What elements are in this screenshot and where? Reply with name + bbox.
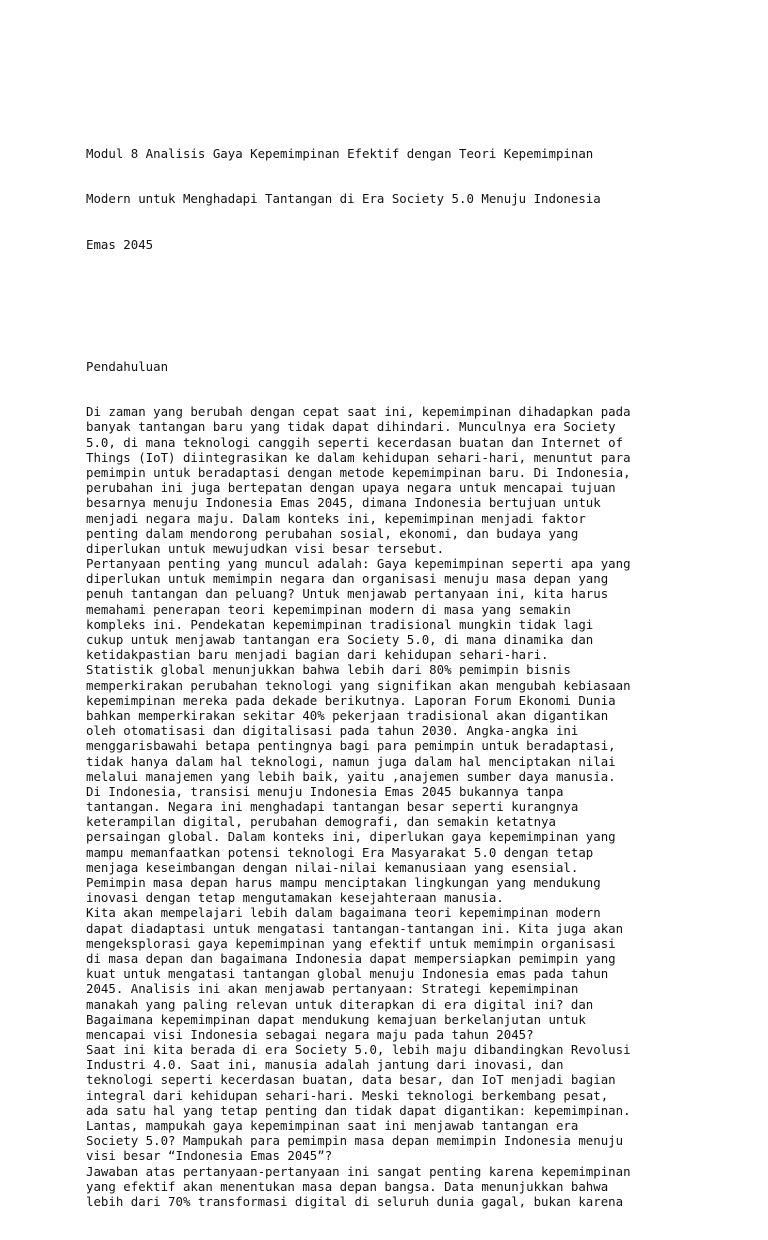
body-line: lebih dari 70% transformasi digital di seluruh dunia gagal, bukan karena bbox=[86, 1193, 624, 1209]
body-line: Lantas, mampukah gaya kepemimpinan saat ini menjawab tantangan era bbox=[86, 1118, 579, 1133]
body-line: dapat diadaptasi untuk mengatasi tantangan-tantangan ini. Kita juga akan bbox=[86, 920, 624, 936]
body-line: Things (IoT) diintegrasikan ke dalam kehidupan sehari-hari, menuntut para bbox=[86, 449, 631, 465]
body-line: Bagaimana kepemimpinan dapat mendukung kemajuan berkelanjutan untuk bbox=[86, 1011, 586, 1027]
section-heading: Pendahuluan bbox=[86, 358, 169, 374]
body-line: kompleks ini. Pendekatan kepemimpinan tradisional mungkin tidak lagi bbox=[86, 616, 594, 632]
body-line: menjaga keseimbangan dengan nilai-nilai kemanusiaan yang esensial. bbox=[86, 859, 579, 875]
body-line: di masa depan dan bagaimana Indonesia dapat mempersiapkan pemimpin yang bbox=[86, 950, 616, 966]
body-line: Pertanyaan penting yang muncul adalah: Gaya kepemimpinan seperti apa yang bbox=[86, 556, 631, 572]
body-line: keterampilan digital, perubahan demografi, dan semakin ketatnya bbox=[86, 814, 556, 830]
body-line: Industri 4.0. Saat ini, manusia adalah jantung dari inovasi, dan bbox=[86, 1057, 564, 1073]
document-text bbox=[86, 85, 686, 1240]
body-line: persaingan global. Dalam konteks ini, diperlukan gaya kepemimpinan yang bbox=[86, 829, 616, 845]
body-line: manakah yang paling relevan untuk diterapkan di era digital ini? dan bbox=[86, 996, 594, 1012]
body-line: cukup untuk menjawab tantangan era Society 5.0, di mana dinamika dan bbox=[86, 632, 594, 647]
body-line: mengeksplorasi gaya kepemimpinan yang efektif untuk memimpin organisasi bbox=[86, 935, 616, 951]
title-line: Emas 2045 bbox=[86, 237, 154, 252]
blank-line bbox=[86, 313, 686, 328]
body-line: bahkan memperkirakan sekitar 40% pekerjaan tradisional akan digantikan bbox=[86, 707, 609, 723]
body-line: oleh otomatisasi dan digitalisasi pada tahun 2030. Angka-angka ini bbox=[86, 723, 579, 739]
body-line: diperlukan untuk mewujudkan visi besar tersebut. bbox=[86, 540, 445, 556]
body-line: tantangan. Negara ini menghadapi tantangan besar seperti kurangnya bbox=[86, 799, 579, 815]
title-line: Modern untuk Menghadapi Tantangan di Era Society 5.0 Menuju Indonesia bbox=[86, 191, 601, 207]
body-line: Di Indonesia, transisi menuju Indonesia Emas 2045 bukannya tanpa bbox=[86, 783, 564, 799]
body-line: ketidakpastian baru menjadi bagian dari kehidupan sehari-hari. bbox=[86, 647, 549, 663]
body-line: Society 5.0? Mampukah para pemimpin masa depan memimpin Indonesia menuju bbox=[86, 1133, 624, 1149]
body-line: menjadi negara maju. Dalam konteks ini, kepemimpinan menjadi faktor bbox=[86, 510, 586, 526]
body-line: memahami penerapan teori kepemimpinan modern di masa yang semakin bbox=[86, 601, 571, 617]
body-line: inovasi dengan tetap mengutamakan kesejahteraan manusia. bbox=[86, 890, 504, 906]
body-line: Kita akan mempelajari lebih dalam bagaimana teori kepemimpinan modern bbox=[86, 905, 601, 921]
body-line: teknologi seperti kecerdasan buatan, data besar, dan IoT menjadi bagian bbox=[86, 1072, 616, 1088]
body-text bbox=[86, 404, 686, 1209]
body-line: kepemimpinan mereka pada dekade berikutnya. Laporan Forum Ekonomi Dunia bbox=[86, 692, 616, 708]
body-line: Statistik global menunjukkan bahwa lebih dari 80% pemimpin bisnis bbox=[86, 662, 571, 678]
body-line: mampu memanfaatkan potensi teknologi Era Masyarakat 5.0 dengan tetap bbox=[86, 844, 594, 860]
body-line: pemimpin untuk beradaptasi dengan metode kepemimpinan baru. Di Indonesia, bbox=[86, 464, 631, 480]
body-line: mencapai visi Indonesia sebagai negara maju pada tahun 2045? bbox=[86, 1026, 534, 1042]
body-line: menggarisbawahi betapa pentingnya bagi para pemimpin untuk beradaptasi, bbox=[86, 738, 616, 754]
body-line: melalui manajemen yang lebih baik, yaitu ,anajemen sumber daya manusia. bbox=[86, 768, 616, 784]
body-line: memperkirakan perubahan teknologi yang signifikan akan mengubah kebiasaan bbox=[86, 677, 631, 693]
body-line: tidak hanya dalam hal teknologi, namun juga dalam hal menciptakan nilai bbox=[86, 753, 616, 769]
body-line: kuat untuk mengatasi tantangan global menuju Indonesia emas pada tahun bbox=[86, 966, 609, 982]
title-line: Modul 8 Analisis Gaya Kepemimpinan Efektif dengan Teori Kepemimpinan bbox=[86, 145, 594, 161]
body-line: 5.0, di mana teknologi canggih seperti kecerdasan buatan dan Internet of bbox=[86, 434, 624, 450]
body-line: perubahan ini juga bertepatan dengan upaya negara untuk mencapai tujuan bbox=[86, 480, 616, 496]
body-line: Di zaman yang berubah dengan cepat saat ini, kepemimpinan dihadapkan pada bbox=[86, 404, 631, 420]
body-line: yang efektif akan menentukan masa depan bangsa. Data menunjukkan bahwa bbox=[86, 1178, 609, 1194]
body-line: 2045. Analisis ini akan menjawab pertanyaan: Strategi kepemimpinan bbox=[86, 981, 579, 997]
body-line: Saat ini kita berada di era Society 5.0, lebih maju dibandingkan Revolusi bbox=[86, 1042, 631, 1058]
body-line: besarnya menuju Indonesia Emas 2045, dimana Indonesia bertujuan untuk bbox=[86, 495, 601, 511]
body-line: Pemimpin masa depan harus mampu menciptakan lingkungan yang mendukung bbox=[86, 875, 601, 890]
body-line: penuh tantangan dan peluang? Untuk menjawab pertanyaan ini, kita harus bbox=[86, 586, 609, 602]
body-line: visi besar “Indonesia Emas 2045”? bbox=[86, 1148, 333, 1164]
body-line: ada satu hal yang tetap penting dan tidak dapat digantikan: kepemimpinan. bbox=[86, 1102, 631, 1118]
body-line: Jawaban atas pertanyaan-pertanyaan ini sangat penting karena kepemimpinan bbox=[86, 1163, 631, 1179]
body-line: diperlukan untuk memimpin negara dan organisasi menuju masa depan yang bbox=[86, 571, 609, 587]
body-line: penting dalam mendorong perubahan sosial, ekonomi, dan budaya yang bbox=[86, 525, 579, 541]
body-line: integral dari kehidupan sehari-hari. Meski teknologi berkembang pesat, bbox=[86, 1087, 609, 1103]
document-title bbox=[86, 115, 686, 282]
body-line: banyak tantangan baru yang tidak dapat dihindari. Munculnya era Society bbox=[86, 419, 616, 435]
